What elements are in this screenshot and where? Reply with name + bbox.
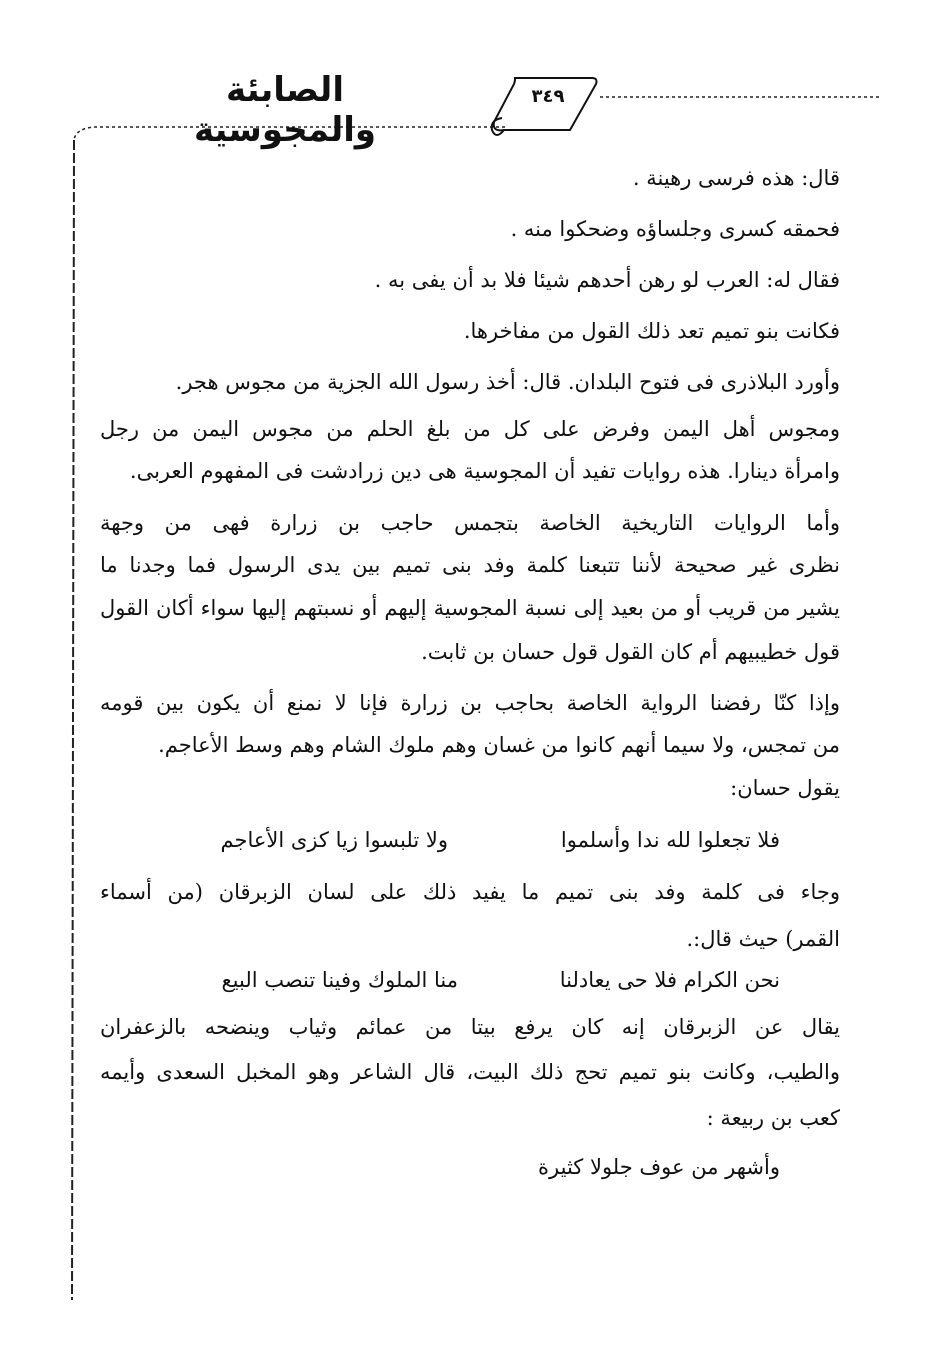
text-line: يقول حسان:: [730, 776, 840, 800]
verse-hemistich-1: فلا تجعلوا لله ندا وأسلموا: [560, 828, 780, 852]
verse-hemistich-2: ولا تلبسوا زيا كزى الأعاجم: [220, 828, 448, 852]
verse-hemistich-1: نحن الكرام فلا حى يعادلنا: [559, 968, 780, 992]
text-line: وأورد البلاذرى فى فتوح البلدان. قال: أخذ رسول الله الجزية من مجوس هجر.: [175, 370, 840, 394]
text-line: يقال عن الزبرقان إنه كان يرفع بيتا من عمائم وثياب وينضحه بالزعفران: [100, 1015, 840, 1039]
text-line: من تمجس، ولا سيما أنهم كانوا من غسان وهم ملوك الشام وهم وسط الأعاجم.: [158, 733, 840, 757]
text-line: يشير من قريب أو من بعيد إلى نسبة المجوسية إليهم أو نسبتهم إليها سواء أكان القول: [100, 596, 840, 620]
text-line: نظرى غير صحيحة لأننا تتبعنا كلمة وفد بنى تميم بين يدى الرسول فما وجدنا ما: [100, 553, 840, 577]
running-title: الصابئة والمجوسية: [193, 70, 377, 150]
text-line: كعب بن ربيعة :: [706, 1106, 840, 1130]
page-number-scroll-ornament: [484, 72, 599, 142]
text-line: ومجوس أهل اليمن وفرض على كل من بلغ الحلم من مجوس اليمن من رجل: [100, 417, 840, 441]
text-line: فحمقه كسرى وجلساؤه وضحكوا منه .: [510, 217, 840, 241]
text-line: وإذا كنّا رفضنا الرواية الخاصة بحاجب بن زرارة فإنا لا نمنع أن يكون بين قومه: [100, 691, 840, 715]
page-number: ٣٤٩: [531, 86, 565, 107]
frame-side-rule: [72, 140, 74, 1300]
text-line: وأما الروايات التاريخية الخاصة بتجمس حاجب بن زرارة فهى من وجهة: [100, 511, 840, 535]
text-line: القمر) حيث قال:.: [686, 927, 840, 951]
text-line: قول خطيبيهم أم كان القول قول حسان بن ثابت.: [421, 640, 840, 664]
verse-hemistich-2: منا الملوك وفينا تنصب البيع: [221, 968, 458, 992]
text-line: والطيب، وكانت بنو تميم تحج ذلك البيت، قال الشاعر وهو المخبل السعدى وأيمه: [100, 1060, 840, 1084]
text-line: فكانت بنو تميم تعد ذلك القول من مفاخرها.: [463, 319, 840, 343]
text-line: وجاء فى كلمة وفد بنى تميم ما يفيد ذلك على لسان الزبرقان (من أسماء: [100, 880, 840, 904]
text-line: وامرأة دينارا. هذه روايات تفيد أن المجوسية هى دين زرادشت فى المفهوم العربى.: [129, 459, 840, 483]
text-line: فقال له: العرب لو رهن أحدهم شيئا فلا بد أن يفى به .: [374, 268, 840, 292]
text-line: قال: هذه فرسى رهينة .: [632, 166, 840, 190]
verse-hemistich-1: وأشهر من عوف جلولا كثيرة: [538, 1155, 780, 1179]
